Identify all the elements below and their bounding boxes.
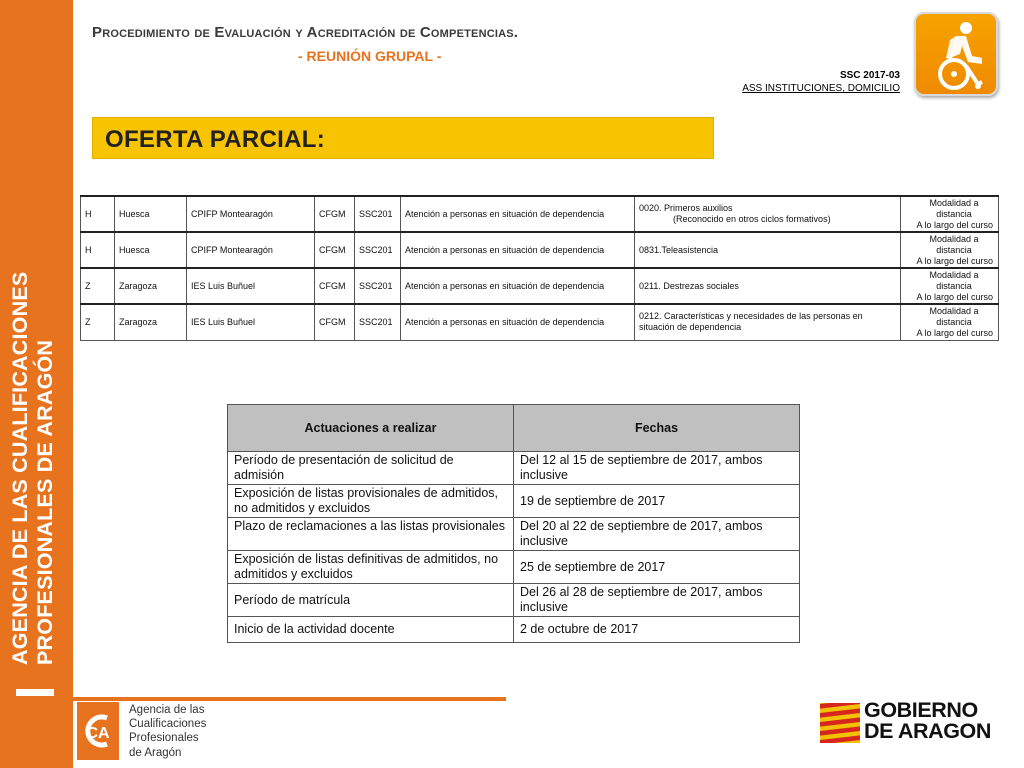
cell-center: IES Luis Buñuel bbox=[187, 304, 315, 340]
footer-rule bbox=[73, 697, 506, 701]
cell-cycle: Atención a personas en situación de dependencia bbox=[401, 232, 635, 268]
cell-center: CPIFP Montearagón bbox=[187, 232, 315, 268]
modality-line: distancia bbox=[936, 280, 972, 291]
sidebar-line-1: AGENCIA DE LAS CUALIFICACIONES bbox=[8, 271, 32, 665]
table-row bbox=[81, 304, 999, 340]
cell-action: Inicio de la actividad docente bbox=[228, 617, 514, 643]
module-name: 0020. Primeros auxilios bbox=[639, 203, 733, 213]
agency-line: Agencia de las bbox=[129, 704, 205, 716]
cell-code: SSC201 bbox=[355, 268, 401, 304]
sidebar-agency-name bbox=[8, 195, 58, 665]
cell-date: Del 12 al 15 de septiembre de 2017, ambos inclusive bbox=[514, 452, 800, 485]
cell-prov: Z bbox=[81, 304, 115, 340]
agency-name bbox=[129, 703, 206, 760]
cell-level: CFGM bbox=[315, 232, 355, 268]
modality-line: A lo largo del curso bbox=[916, 255, 993, 266]
cell-date: Del 26 al 28 de septiembre de 2017, ambos inclusive bbox=[514, 584, 800, 617]
sidebar-line-2: PROFESIONALES DE ARAGÓN bbox=[33, 339, 57, 665]
qualification-description: ASS INSTITUCIONES, DOMICILIO bbox=[742, 83, 900, 94]
agency-line: Profesionales bbox=[129, 732, 199, 745]
cell-city: Zaragoza bbox=[115, 304, 187, 340]
table-row bbox=[228, 617, 800, 643]
agency-ca-logo bbox=[77, 702, 119, 760]
cell-city: Huesca bbox=[115, 232, 187, 268]
table-row bbox=[228, 485, 800, 518]
gov-line-2: DE ARAGON bbox=[864, 719, 991, 743]
modality-line: A lo largo del curso bbox=[916, 327, 993, 338]
actions-table bbox=[227, 404, 800, 643]
cell-date: 19 de septiembre de 2017 bbox=[514, 485, 800, 518]
dates-header: Fechas bbox=[514, 405, 800, 452]
cell-center: CPIFP Montearagón bbox=[187, 196, 315, 232]
modality-line: Modalidad a bbox=[929, 233, 979, 244]
cell-code: SSC201 bbox=[355, 196, 401, 232]
cell-modality bbox=[901, 196, 999, 232]
aragon-flag-icon bbox=[820, 703, 860, 743]
oferta-title: OFERTA PARCIAL: bbox=[105, 126, 326, 153]
cell-module bbox=[635, 304, 901, 340]
modality-line: distancia bbox=[936, 316, 972, 327]
cell-action: Período de presentación de solicitud de admisión bbox=[228, 452, 514, 485]
cell-action: Plazo de reclamaciones a las listas provisionales bbox=[228, 518, 514, 551]
cell-action: Período de matrícula bbox=[228, 584, 514, 617]
modality-line: distancia bbox=[936, 208, 972, 219]
cell-action: Exposición de listas definitivas de admitidos, no admitidos y excluidos bbox=[228, 551, 514, 584]
table-row bbox=[81, 196, 999, 232]
cell-date: 25 de septiembre de 2017 bbox=[514, 551, 800, 584]
agency-logo-letters: CA bbox=[86, 725, 110, 742]
module-name: 0211. Destrezas sociales bbox=[639, 280, 739, 291]
table-row bbox=[228, 518, 800, 551]
cell-prov: Z bbox=[81, 268, 115, 304]
oferta-banner bbox=[92, 117, 714, 159]
wheelchair-person-icon bbox=[914, 12, 998, 96]
qualification-code: SSC 2017-03 bbox=[839, 70, 900, 81]
cell-level: CFGM bbox=[315, 304, 355, 340]
cell-prov: H bbox=[81, 232, 115, 268]
cell-cycle: Atención a personas en situación de dependencia bbox=[401, 304, 635, 340]
cell-module bbox=[635, 196, 901, 232]
cell-module bbox=[635, 232, 901, 268]
modality-line: Modalidad a bbox=[929, 269, 979, 280]
sidebar-mark bbox=[16, 689, 54, 696]
module-name: 0212. Características y necesidades de las personas en bbox=[639, 311, 863, 322]
modality-line: Modalidad a bbox=[929, 197, 979, 208]
cell-code: SSC201 bbox=[355, 304, 401, 340]
page-title: Procedimiento de Evaluación y Acreditación de Competencias. bbox=[92, 24, 519, 41]
cell-date: 2 de octubre de 2017 bbox=[514, 617, 800, 643]
cell-city: Huesca bbox=[115, 196, 187, 232]
table-row bbox=[81, 232, 999, 268]
modality-line: Modalidad a bbox=[929, 305, 979, 316]
cell-center: IES Luis Buñuel bbox=[187, 268, 315, 304]
table-row bbox=[81, 268, 999, 304]
cell-city: Zaragoza bbox=[115, 268, 187, 304]
modality-line: distancia bbox=[936, 244, 972, 255]
module-note: situación de dependencia bbox=[639, 322, 742, 333]
government-name bbox=[864, 700, 991, 742]
offer-table bbox=[80, 195, 999, 341]
cell-module bbox=[635, 268, 901, 304]
cell-modality bbox=[901, 232, 999, 268]
table-row bbox=[228, 452, 800, 485]
agency-line: Cualificaciones bbox=[129, 718, 207, 731]
table-row bbox=[228, 584, 800, 617]
page-subtitle: - REUNIÓN GRUPAL - bbox=[298, 48, 442, 64]
cell-cycle: Atención a personas en situación de dependencia bbox=[401, 268, 635, 304]
cell-prov: H bbox=[81, 196, 115, 232]
agency-line: de Aragón bbox=[129, 746, 182, 759]
cell-level: CFGM bbox=[315, 268, 355, 304]
cell-code: SSC201 bbox=[355, 232, 401, 268]
cell-action: Exposición de listas provisionales de admitidos, no admitidos y excluidos bbox=[228, 485, 514, 518]
table-row bbox=[228, 551, 800, 584]
cell-modality bbox=[901, 268, 999, 304]
cell-level: CFGM bbox=[315, 196, 355, 232]
modality-line: A lo largo del curso bbox=[916, 291, 993, 302]
modality-line: A lo largo del curso bbox=[916, 219, 993, 230]
module-name: 0831.Teleasistencia bbox=[639, 244, 719, 255]
gov-line-1: GOBIERNO bbox=[864, 698, 978, 722]
cell-date: Del 20 al 22 de septiembre de 2017, ambos inclusive bbox=[514, 518, 800, 551]
module-note: (Reconocido en otros ciclos formativos) bbox=[673, 214, 831, 224]
actions-header: Actuaciones a realizar bbox=[228, 405, 514, 452]
cell-cycle: Atención a personas en situación de dependencia bbox=[401, 196, 635, 232]
cell-modality bbox=[901, 304, 999, 340]
